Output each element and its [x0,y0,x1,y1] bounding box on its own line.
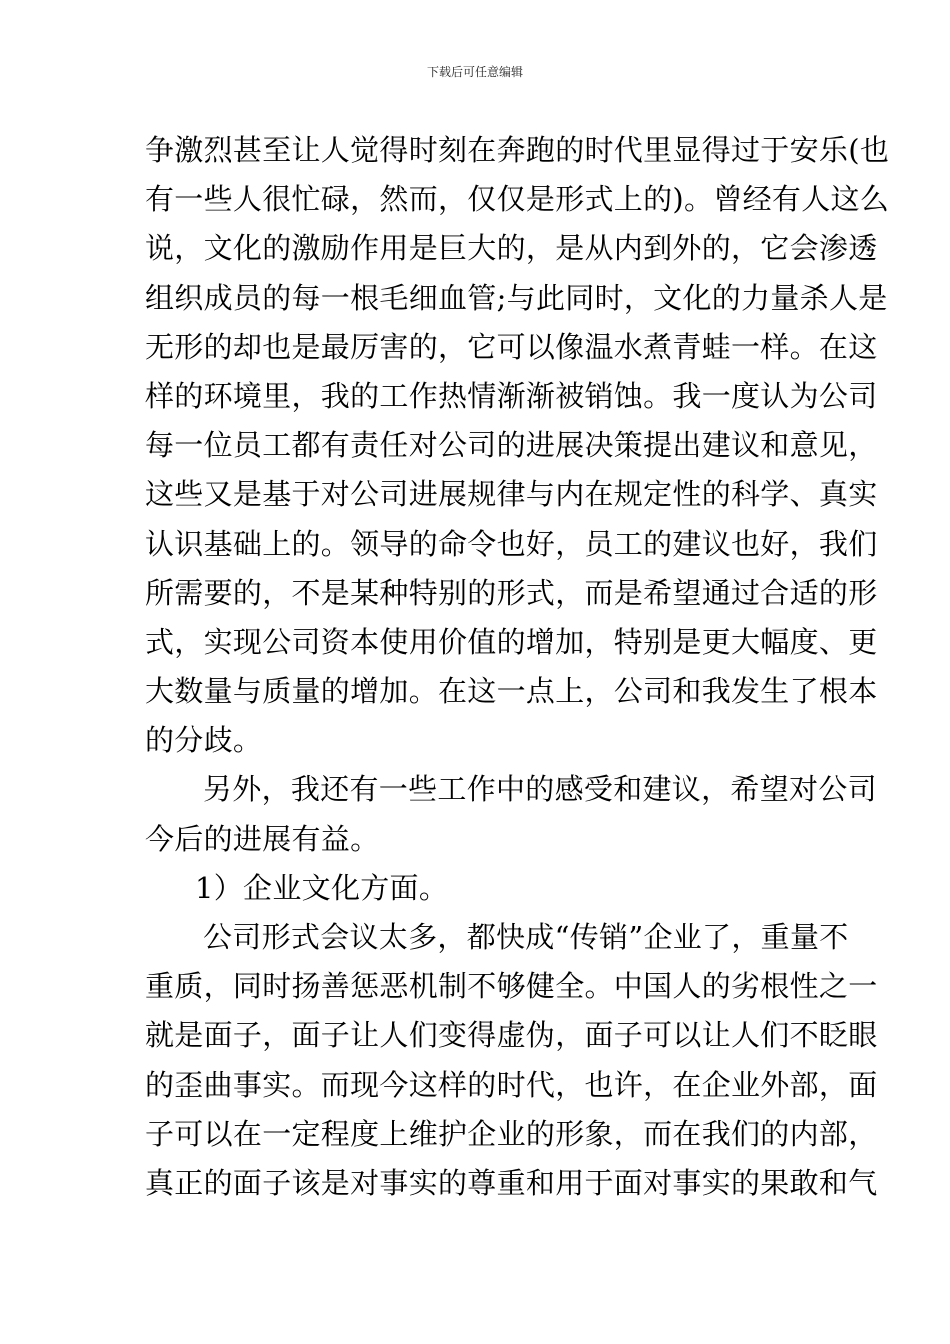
text-line: 今后的进展有益。 [145,821,380,856]
text-line: 有一些人很忙碌，然而，仅仅是形式上的)。曾经有人这么 [145,182,890,217]
page-header: 下载后可任意编辑 [426,65,523,79]
section-heading: 1）企业文化方面。 [195,870,449,905]
text-line: 的歪曲事实。而现今这样的时代，也许，在企业外部，面 [145,1067,878,1102]
text-line: 每一位员工都有责任对公司的进展决策提出建议和意见， [145,428,878,463]
text-line: 说，文化的激励作用是巨大的，是从内到外的，它会渗透 [145,231,878,266]
text-line: 组织成员的每一根毛细血管;与此同时，文化的力量杀人是 [145,280,888,315]
text-line: 的分歧。 [145,723,263,758]
paragraph-start-line: 公司形式会议太多，都快成“传销”企业了，重量不 [203,920,849,954]
text-line: 子可以在一定程度上维护企业的形象，而在我们的内部， [145,1116,878,1151]
text-line: 重质，同时扬善惩恶机制不够健全。中国人的劣根性之一 [145,969,878,1004]
text-line: 争激烈甚至让人觉得时刻在奔跑的时代里显得过于安乐(也 [145,133,890,167]
text-line: 式，实现公司资本使用价值的增加，特别是更大幅度、更 [145,624,878,659]
text-line: 样的环境里，我的工作热情渐渐被销蚀。我一度认为公司 [145,378,878,413]
text-line: 这些又是基于对公司进展规律与内在规定性的科学、真实 [145,477,878,512]
text-line: 大数量与质量的增加。在这一点上，公司和我发生了根本 [145,674,878,709]
paragraph-start-line: 另外，我还有一些工作中的感受和建议，希望对公司 [203,772,877,807]
body-text [145,126,890,1208]
text-line: 无形的却也是最厉害的，它可以像温水煮青蛙一样。在这 [145,329,878,364]
text-line: 所需要的，不是某种特别的形式，而是希望通过合适的形 [145,575,878,610]
text-line: 就是面子，面子让人们变得虚伪，面子可以让人们不眨眼 [145,1018,878,1053]
text-line: 真正的面子该是对事实的尊重和用于面对事实的果敢和气 [145,1165,878,1200]
text-line: 认识基础上的。领导的命令也好，员工的建议也好，我们 [145,526,878,561]
